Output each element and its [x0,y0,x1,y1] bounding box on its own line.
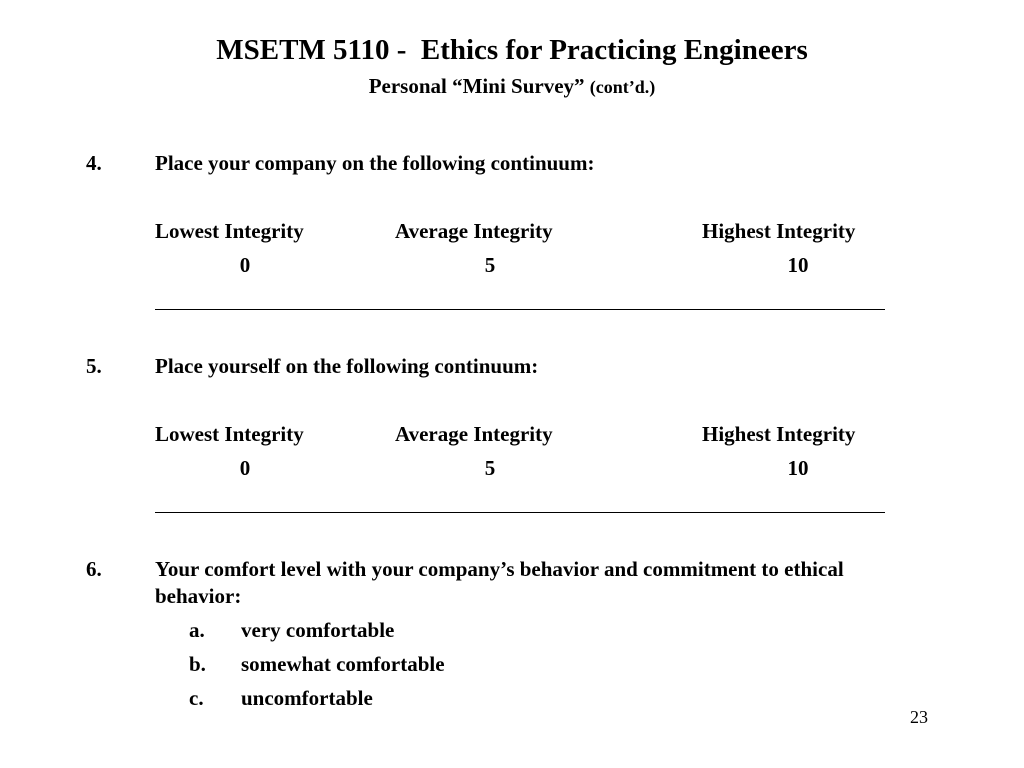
question-6-number: 6. [86,557,102,581]
q5-continuum-line [155,512,885,513]
q4-low-value: 0 [239,253,251,277]
question-5-text: Place yourself on the following continuum: [155,354,539,378]
question-4-text: Place your company on the following continuum: [155,151,595,175]
option-c-letter: c. [189,686,204,710]
slide-subtitle [0,72,1024,101]
option-a-label: very comfortable [241,618,395,642]
q4-mid-value: 5 [484,253,496,277]
q4-low-label: Lowest Integrity [155,219,304,243]
question-6-text: Your comfort level with your company’s behavior and commitment to ethical behavior: [155,557,844,608]
q5-high-value: 10 [787,456,809,480]
q4-continuum-line [155,309,885,310]
q5-high-label: Highest Integrity [702,422,856,446]
q5-mid-label: Average Integrity [395,422,553,446]
page-number: 23 [910,707,928,727]
q4-mid-label: Average Integrity [395,219,553,243]
slide-title: MSETM 5110 - Ethics for Practicing Engineers [216,34,808,66]
question-5-number: 5. [86,354,102,378]
q4-high-label: Highest Integrity [702,219,856,243]
option-a-letter: a. [189,618,205,642]
subtitle-main: Personal “Mini Survey” [368,74,585,98]
option-b-letter: b. [189,652,206,676]
option-c-label: uncomfortable [241,686,373,710]
q5-low-value: 0 [239,456,251,480]
question-4-number: 4. [86,151,102,175]
q5-low-label: Lowest Integrity [155,422,304,446]
q5-mid-value: 5 [484,456,496,480]
q4-high-value: 10 [787,253,809,277]
option-b-label: somewhat comfortable [241,652,445,676]
subtitle-cont: (cont’d.) [589,77,656,97]
